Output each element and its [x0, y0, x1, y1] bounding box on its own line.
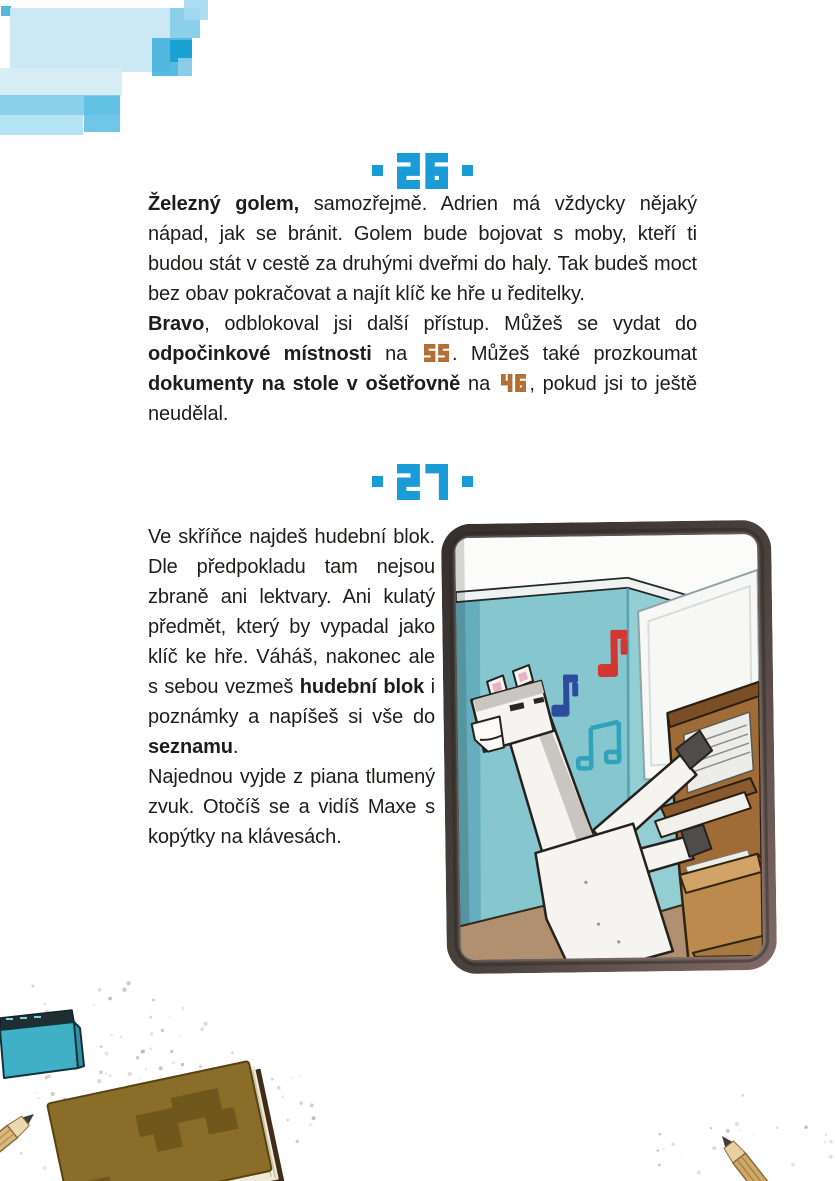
page-content [148, 0, 770, 972]
pencil-case-icon [0, 1010, 84, 1078]
cardboard-boxes [679, 850, 763, 967]
section-27-number [397, 464, 448, 500]
desk-items-decoration [0, 975, 835, 1181]
section-26-paragraph-1: Železný golem, samozřejmě. Adrien má vždycky nějaký nápad, jak se bránit. Golem bude bojovat s moby, kteří ti budou stát v cestě za druhými dveřmi do haly. Tak budeš moct bez obav pokračovat a najít klíč ke hře u ředitelky. [148, 193, 697, 305]
pixel-square-icon [372, 476, 383, 487]
llama-piano-illustration [441, 520, 777, 975]
pencil-icon [716, 1131, 835, 1181]
notebook-icon [47, 1059, 285, 1181]
section-27-header [148, 463, 697, 500]
speckle-texture [1, 981, 833, 1180]
section-27-content [148, 522, 770, 972]
section-27-paragraph-1: Ve skříňce najdeš hudební blok. Dle předpokladu tam nejsou zbraně ani lektvary. Ani kulatý předmět, který by vypadal jako klíč ke hře. Váháš, nakonec ale s sebou vezmeš hudební blok i poznámky a napíšeš si vše do seznamu. [148, 526, 435, 758]
pencil-icon [0, 1108, 39, 1181]
pixel-square-icon [372, 165, 383, 176]
section-26-number [397, 153, 448, 189]
section-27-text-column [148, 522, 435, 852]
pixel-square-icon [462, 476, 473, 487]
section-27-paragraph-2: Najednou vyjde z piana tlumený zvuk. Otočíš se a vidíš Maxe s kopýtky na klávesách. [148, 766, 435, 848]
pixel-square-icon [462, 165, 473, 176]
section-link-number [424, 344, 449, 362]
section-link-number [501, 374, 526, 392]
section-26-header [148, 152, 697, 189]
section-26-paragraph-2: Bravo, odblokoval jsi další přístup. Můžeš se vydat do odpočinkové místnosti na . Můžeš také prozkoumat dokumenty na stole v ošetřovně na , pokud jsi to ještě neudělal. [148, 313, 697, 425]
